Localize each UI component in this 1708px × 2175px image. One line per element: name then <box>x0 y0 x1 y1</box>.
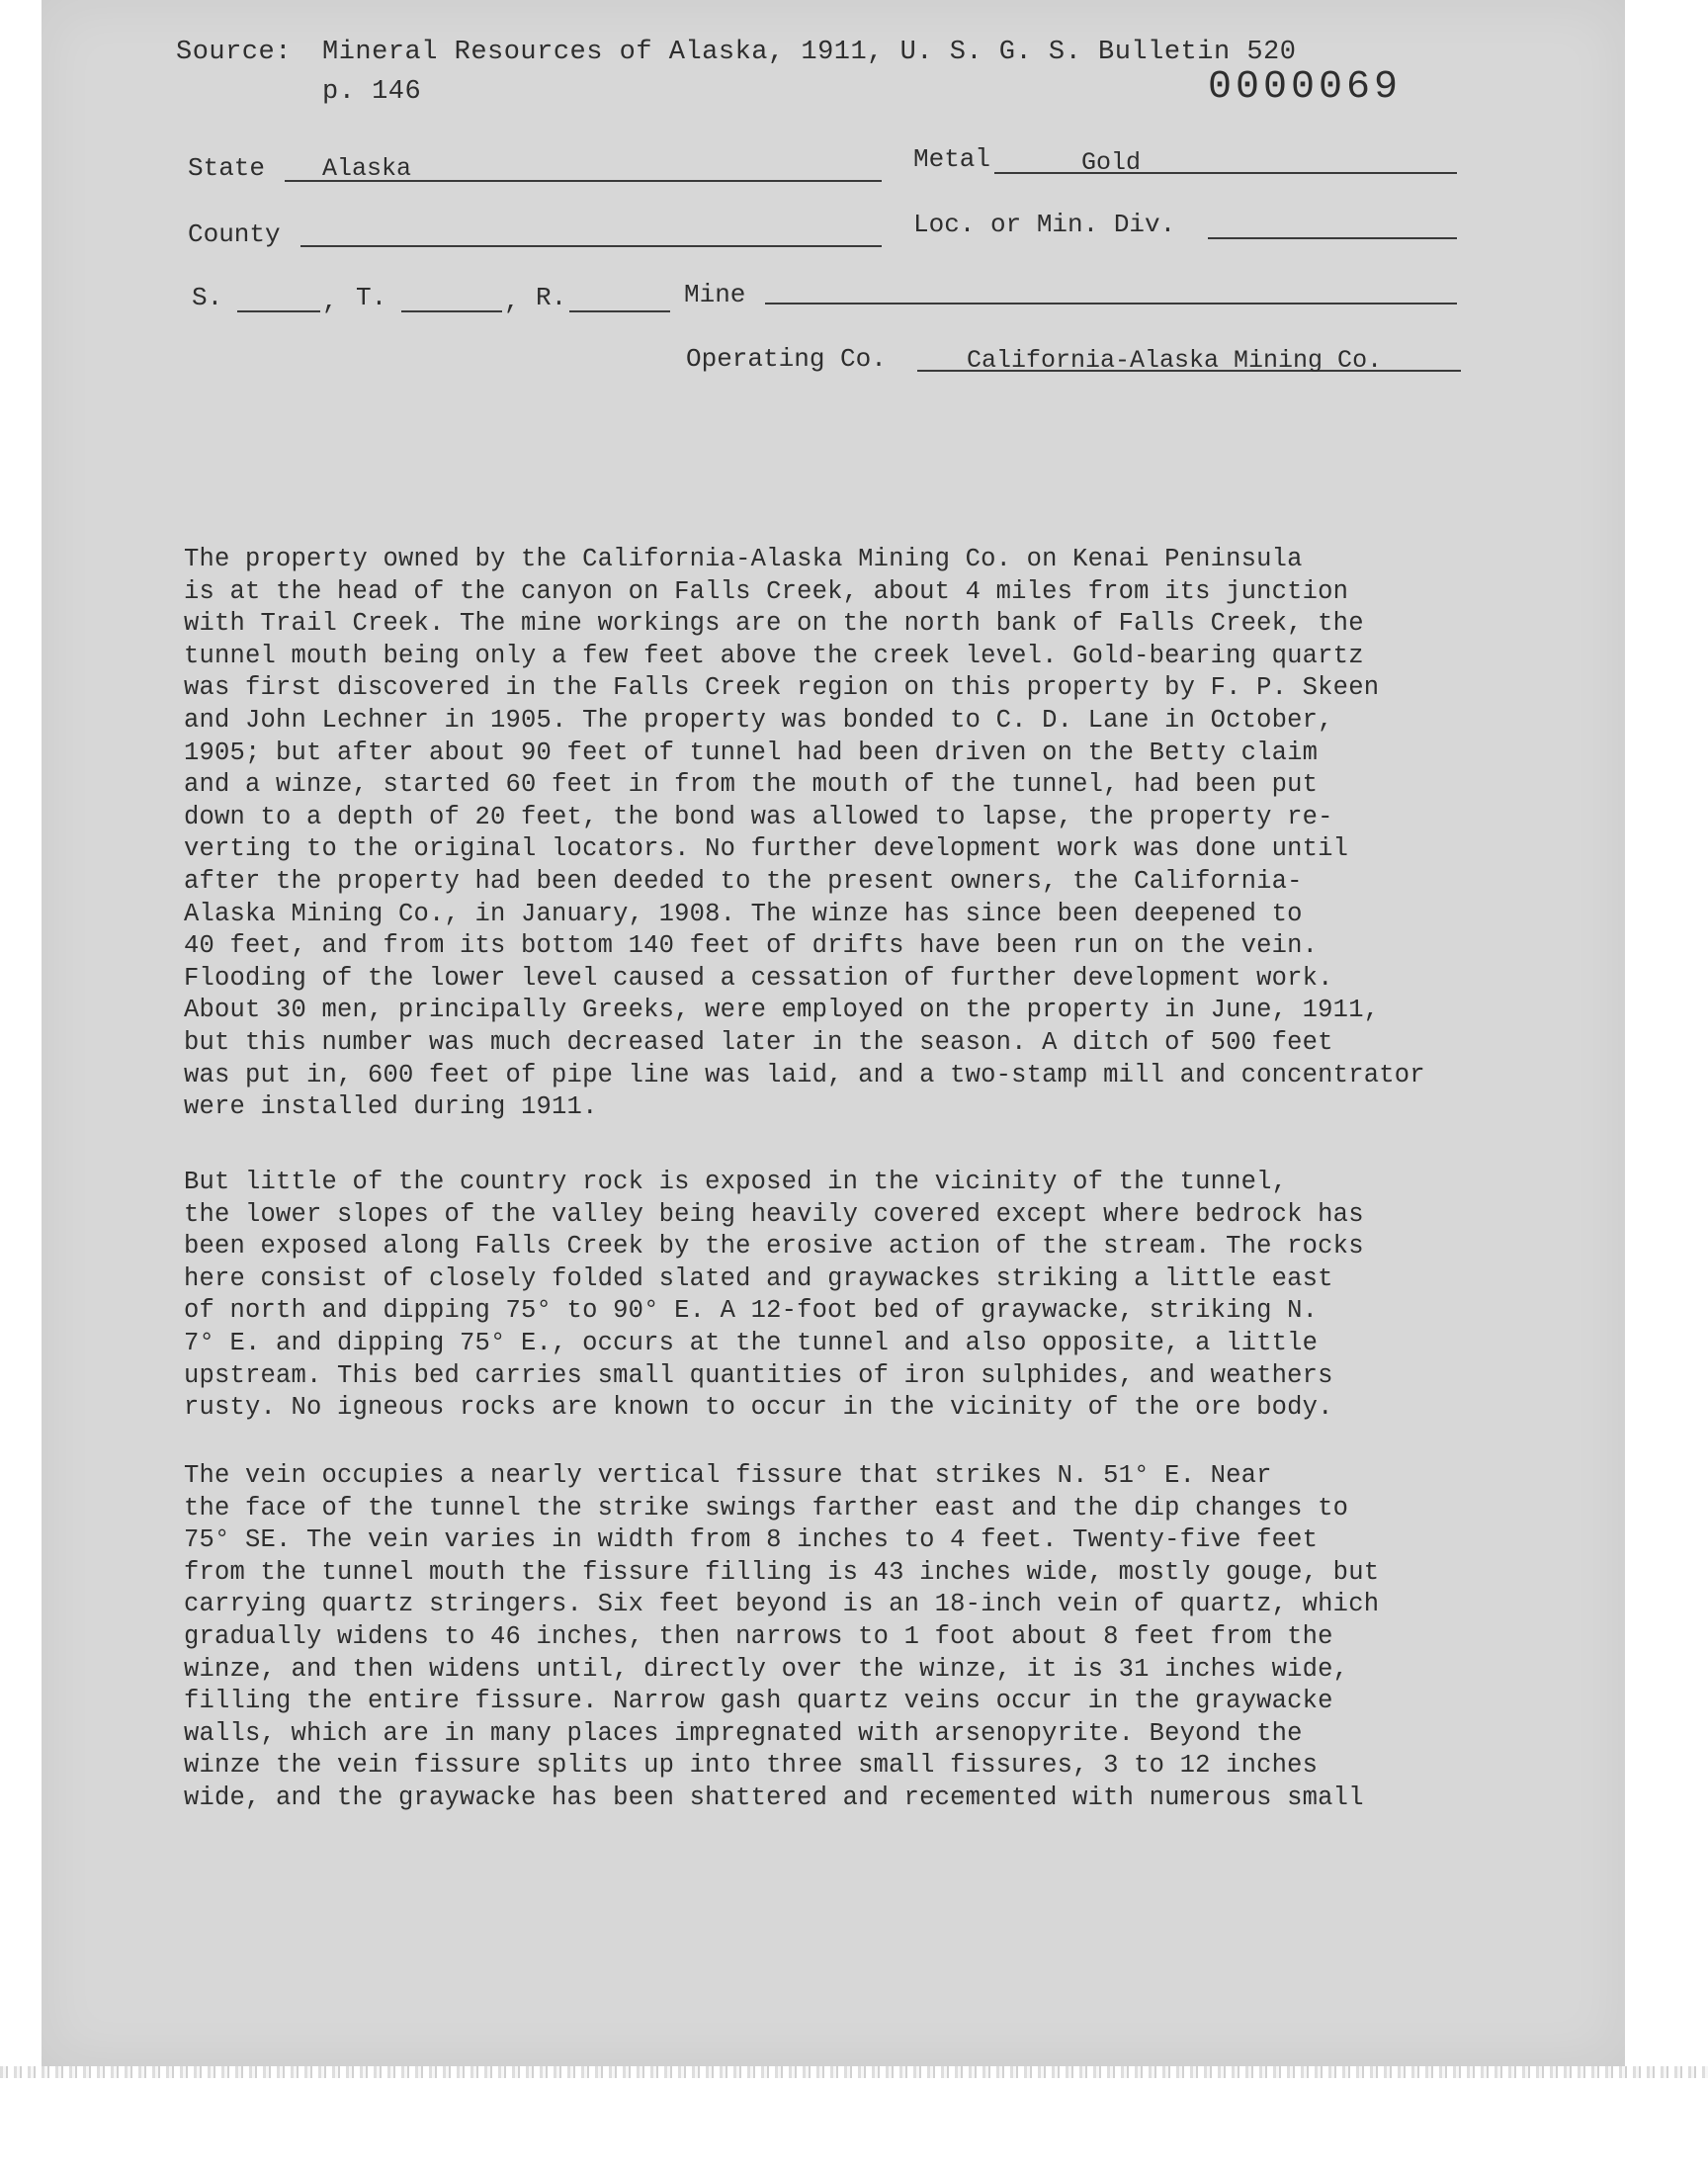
body-paragraph-1: The property owned by the California-Alaska Mining Co. on Kenai Peninsula is at the head of the canyon on Falls Creek, about 4 miles from its junction with Trail Creek. The mine workings are on the north bank of Falls Creek, the tunnel mouth being only a few feet above the creek level. Gold-bearing quartz was first discovered in the Falls Creek region on this property by F. P. Skeen and John Lechner in 1905. The property was bonded to C. D. Lane in October, 1905; but after about 90 feet of tunnel had been driven on the Betty claim and a winze, started 60 feet in from the mouth of the tunnel, had been put down to a depth of 20 feet, the bond was allowed to lapse, the property re- verting to the original locators. No further development work was done until after the property had been deeded to the present owners, the California- Alaska Mining Co., in January, 1908. The winze has since been deepened to 40 feet, and from its bottom 140 feet of drifts have been run on the vein. Flooding of the lower level caused a cessation of further development work. About 30 men, principally Greeks, were employed on the property in June, 1911, but this number was much decreased later in the season. A ditch of 500 feet was put in, 600 feet of pipe line was laid, and a two-stamp mill and concentrator were installed during 1911. <box>184 545 1425 1122</box>
loc-field-line <box>1208 237 1457 239</box>
source-label: Source: <box>176 38 292 67</box>
mine-field-line <box>765 303 1457 304</box>
range-field-line <box>569 310 670 312</box>
section-label: S. <box>192 283 223 312</box>
township-label: T. <box>356 283 387 312</box>
metal-value: Gold <box>1081 148 1142 177</box>
metal-label: Metal <box>913 144 991 174</box>
county-label: County <box>188 219 281 249</box>
metal-field-line <box>994 172 1457 174</box>
scanner-edge <box>0 2066 1708 2078</box>
state-label: State <box>188 153 266 183</box>
body-paragraph-2: But little of the country rock is exposed in the vicinity of the tunnel, the lower slopes of the valley being heavily covered except where bedrock has been exposed along Falls Creek by the erosive action of the stream. The rocks here consist of closely folded slated and graywackes striking a little east of north and dipping 75° to 90° E. A 12-foot bed of graywacke, striking N. 7° E. and dipping 75° E., occurs at the tunnel and also opposite, a little upstream. This bed carries small quantities of iron sulphides, and weathers rusty. No igneous rocks are known to occur in the vicinity of the ore body. <box>184 1168 1364 1423</box>
operating-co-label: Operating Co. <box>686 344 887 374</box>
township-field-line <box>401 310 502 312</box>
section-field-line <box>237 310 320 312</box>
body-paragraph-3: The vein occupies a nearly vertical fissure that strikes N. 51° E. Near the face of the tunnel the strike swings farther east and the dip changes to 75° SE. The vein varies in width from 8 inches to 4 feet. Twenty-five feet from the tunnel mouth the fissure filling is 43 inches wide, mostly gouge, but carrying quartz stringers. Six feet beyond is an 18-inch vein of quartz, which gradually widens to 46 inches, then narrows to 1 foot about 8 feet from the winze, and then widens until, directly over the winze, it is 31 inches wide, filling the entire fissure. Narrow gash quartz veins occur in the graywacke walls, which are in many places impregnated with arsenopyrite. Beyond the winze the vein fissure splits up into three small fissures, 3 to 12 inches wide, and the graywacke has been shattered and recemented with numerous small <box>184 1461 1380 1812</box>
loc-label: Loc. or Min. Div. <box>913 210 1176 239</box>
state-value: Alaska <box>322 154 412 183</box>
page-reference: p. 146 <box>322 77 422 107</box>
section-comma: , <box>322 287 338 316</box>
operating-co-value: California-Alaska Mining Co. <box>967 346 1383 375</box>
document-number: 0000069 <box>1208 65 1403 110</box>
source-citation: Mineral Resources of Alaska, 1911, U. S. G. S. Bulletin 520 <box>322 38 1297 67</box>
township-comma: , <box>504 287 520 316</box>
range-label: R. <box>536 283 567 312</box>
mine-label: Mine <box>684 280 746 309</box>
county-field-line <box>300 245 882 247</box>
